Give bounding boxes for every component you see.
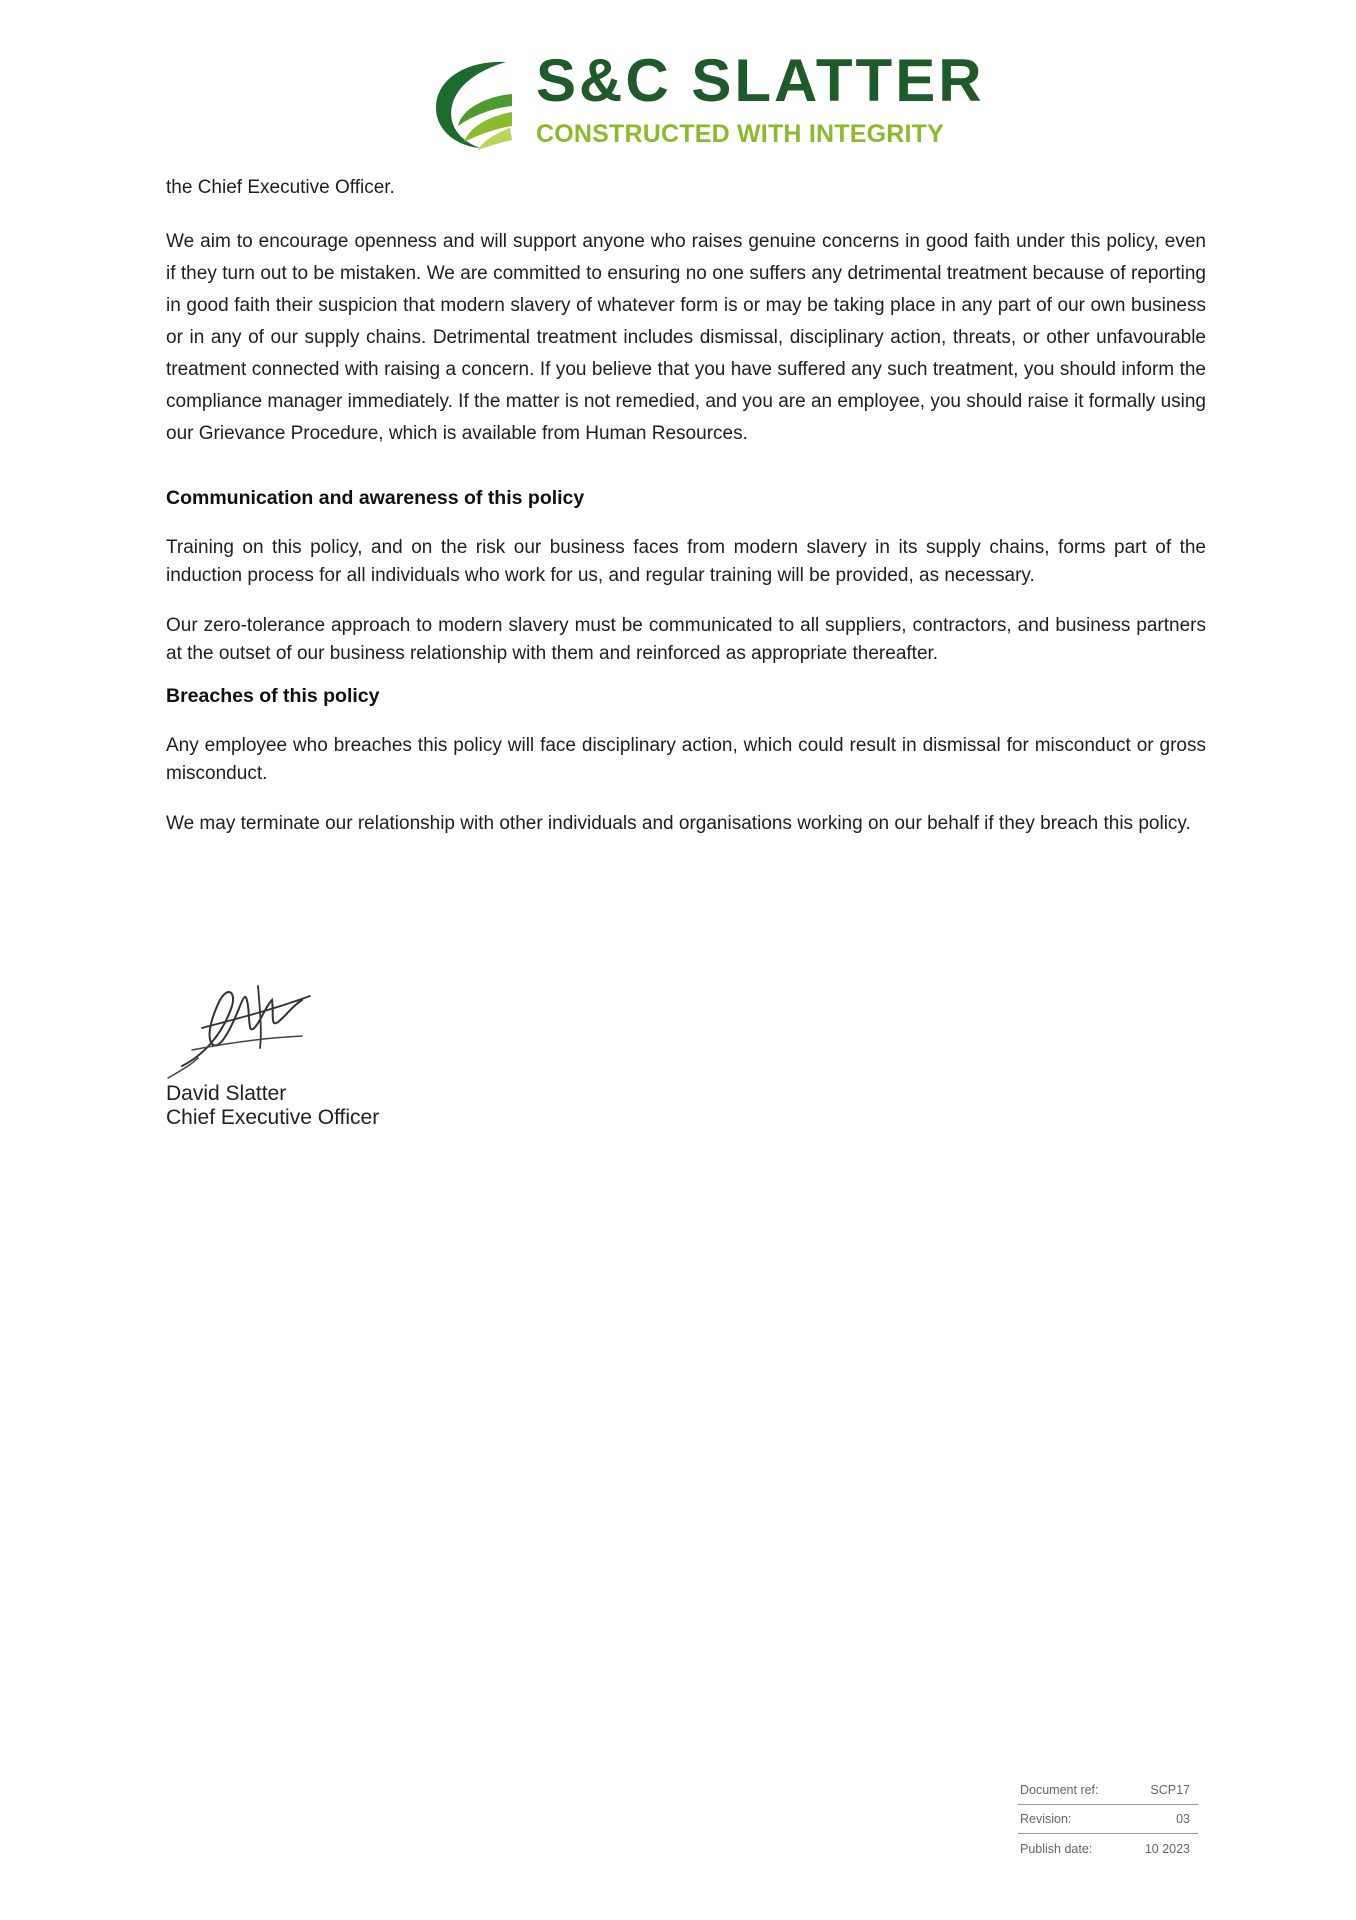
paragraph-disciplinary: Any employee who breaches this policy will face disciplinary action, which could result in dismissal for misconduct or gross misconduct. bbox=[166, 735, 1206, 784]
heading-communication: Communication and awareness of this policy bbox=[166, 487, 585, 509]
swoosh-logo-icon bbox=[428, 56, 516, 152]
doc-ref-label: Document ref: bbox=[1020, 1783, 1099, 1797]
signatory-block bbox=[166, 1082, 379, 1130]
document-meta-table bbox=[1018, 1776, 1198, 1863]
revision-label: Revision: bbox=[1020, 1812, 1072, 1826]
policy-content bbox=[166, 172, 1206, 838]
doc-ref-row bbox=[1018, 1776, 1198, 1805]
revision-row bbox=[1018, 1805, 1198, 1834]
signatory-title: Chief Executive Officer bbox=[166, 1106, 380, 1129]
revision-value: 03 bbox=[1176, 1812, 1190, 1826]
intro-fragment: the Chief Executive Officer. bbox=[166, 177, 395, 198]
paragraph-training: Training on this policy, and on the risk our business faces from modern slavery in its supply chains, forms part of the induction process for all individuals who work for us, and regular training will be provided, as necessary. bbox=[166, 537, 1206, 586]
heading-breaches: Breaches of this policy bbox=[166, 685, 380, 707]
paragraph-terminate: We may terminate our relationship with other individuals and organisations working on our behalf if they breach this policy. bbox=[166, 813, 1191, 834]
paragraph-zero-tolerance: Our zero-tolerance approach to modern slavery must be communicated to all suppliers, contractors, and business partners at the outset of our business relationship with them and reinforced as appropriate thereafter. bbox=[166, 615, 1206, 664]
publish-date-row bbox=[1018, 1834, 1198, 1863]
handwritten-signature bbox=[162, 966, 312, 1084]
company-logo bbox=[428, 47, 985, 156]
doc-ref-value: SCP17 bbox=[1150, 1783, 1190, 1797]
signatory-name: David Slatter bbox=[166, 1082, 287, 1105]
publish-date-label: Publish date: bbox=[1020, 1841, 1093, 1856]
brand-name: S&C SLATTER bbox=[536, 47, 985, 114]
brand-tagline: CONSTRUCTED WITH INTEGRITY bbox=[536, 120, 944, 148]
publish-date-value: 10 2023 bbox=[1144, 1841, 1190, 1856]
paragraph-openness: We aim to encourage openness and will support anyone who raises genuine concerns in good faith under this policy, even if they turn out to be mistaken. We are committed to ensuring no one suffers any detrimental treatment because of reporting in good faith their suspicion that modern slavery of whatever form is or may be taking place in any part of our own business or in any of our supply chains. Detrimental treatment includes dismissal, disciplinary action, threats, or other unfavourable treatment connected with raising a concern. If you believe that you have suffered any such treatment, you should inform the compliance manager immediately. If the matter is not remedied, and you are an employee, you should raise it formally using our Grievance Procedure, which is available from Human Resources. bbox=[166, 231, 1206, 444]
